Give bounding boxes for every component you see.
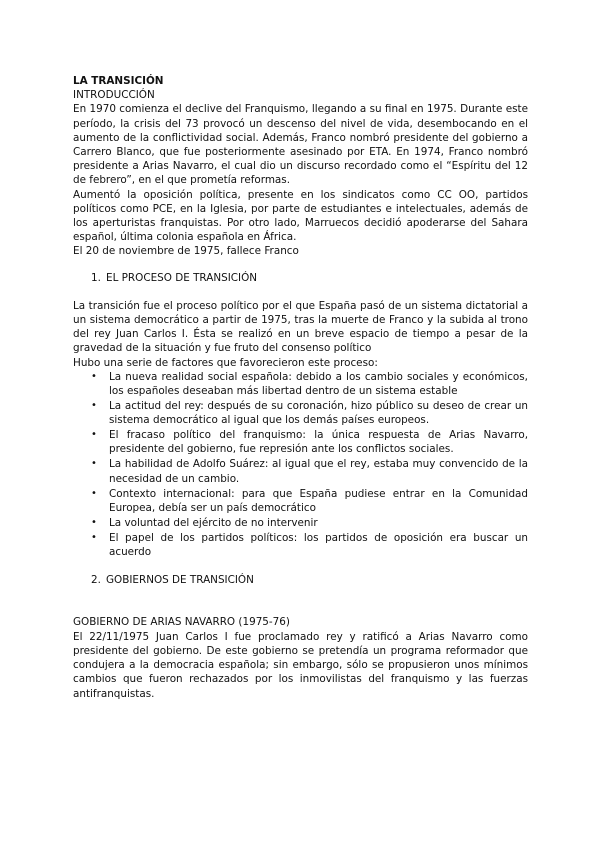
section-2-paragraph: El 22/11/1975 Juan Carlos I fue proclamado rey y ratificó a Arias Navarro como presidente del gobierno. De este gobierno se pretendía un programa reformador que condujera a la democracia española; sin embargo, sólo se propusieron unos mínimos cambios que fueron rechazados por los inmovilistas del franquismo y las fuerzas antifranquistas. <box>73 630 528 700</box>
bullet-icon: • <box>91 458 97 470</box>
list-item: • La actitud del rey: después de su coronación, hizo público su deseo de crear un sistema democrático al igual que los demás países europeos. <box>91 400 528 427</box>
list-item: • La nueva realidad social española: debido a los cambio sociales y económicos, los españoles deseaban más libertad dentro de un sistema estable <box>91 370 528 398</box>
document-title: LA TRANSICIÓN <box>73 75 164 87</box>
section-1-title: EL PROCESO DE TRANSICIÓN <box>106 271 258 284</box>
intro-paragraph-2: Aumentó la oposición política, presente en los sindicatos como CC OO, partidos políticos como PCE, en la Iglesia, por parte de estudiantes e intelectuales, además de los aperturistas franquistas. Por otro lado, Marruecos decidió apoderarse del Sahara español, última colonia española en África. <box>73 188 528 244</box>
section-2-title: GOBIERNOS DE TRANSICIÓN <box>106 574 254 587</box>
section-1-number: 1. <box>91 271 101 284</box>
factors-intro: Hubo una serie de factores que favorecieron este proceso: <box>73 356 378 369</box>
list-item: • La habilidad de Adolfo Suárez: al igual que el rey, estaba muy convencido de la necesidad de un cambio. <box>91 458 528 485</box>
bullet-icon: • <box>91 429 97 441</box>
factors-list <box>73 370 528 559</box>
spacer <box>73 601 528 615</box>
list-item: • El papel de los partidos políticos: los partidos de oposición era buscar un acuerdo <box>91 531 528 559</box>
section-2-number: 2. <box>91 574 101 587</box>
intro-heading: INTRODUCCIÓN <box>73 89 155 102</box>
government-subheading: GOBIERNO DE ARIAS NAVARRO (1975-76) <box>73 616 290 629</box>
intro-paragraph-1: En 1970 comienza el declive del Franquismo, llegando a su final en 1975. Durante este período, la crisis del 73 provocó un descenso del nivel de vida, desembocando en el aumento de la conflictividad social. Además, Franco nombró presidente del gobierno a Carrero Blanco, que fue posteriormente asesinado por ETA. En 1974, Franco nombró presidente a Arias Navarro, el cual dio un discurso recordado como el “Espíritu del 12 de febrero”, en el que prometía reformas. <box>73 103 528 187</box>
list-item: • El fracaso político del franquismo: la única respuesta de Arias Navarro, presidente del gobierno, fue represión ante los conflictos sociales. <box>91 429 528 456</box>
list-item: • Contexto internacional: para que España pudiese entrar en la Comunidad Europea, debía ser un país democrático <box>91 487 528 514</box>
bullet-icon: • <box>91 400 97 412</box>
section-1-paragraph: La transición fue el proceso político por el que España pasó de un sistema dictatorial a un sistema democrático a partir de 1975, tras la muerte de Franco y la subida al trono del rey Juan Carlos I. Ésta se realizó en un breve espacio de tiempo a pesar de la gravedad de la situación y fue fruto del consenso político <box>73 299 528 355</box>
list-item: • La voluntad del ejército de no intervenir <box>91 516 318 529</box>
bullet-icon: • <box>91 370 97 382</box>
section-2-heading <box>91 573 528 587</box>
bullet-icon: • <box>91 531 97 543</box>
bullet-icon: • <box>91 487 97 499</box>
bullet-icon: • <box>91 516 97 528</box>
section-1-heading <box>91 271 528 285</box>
intro-paragraph-3: El 20 de noviembre de 1975, fallece Franco <box>73 245 299 258</box>
